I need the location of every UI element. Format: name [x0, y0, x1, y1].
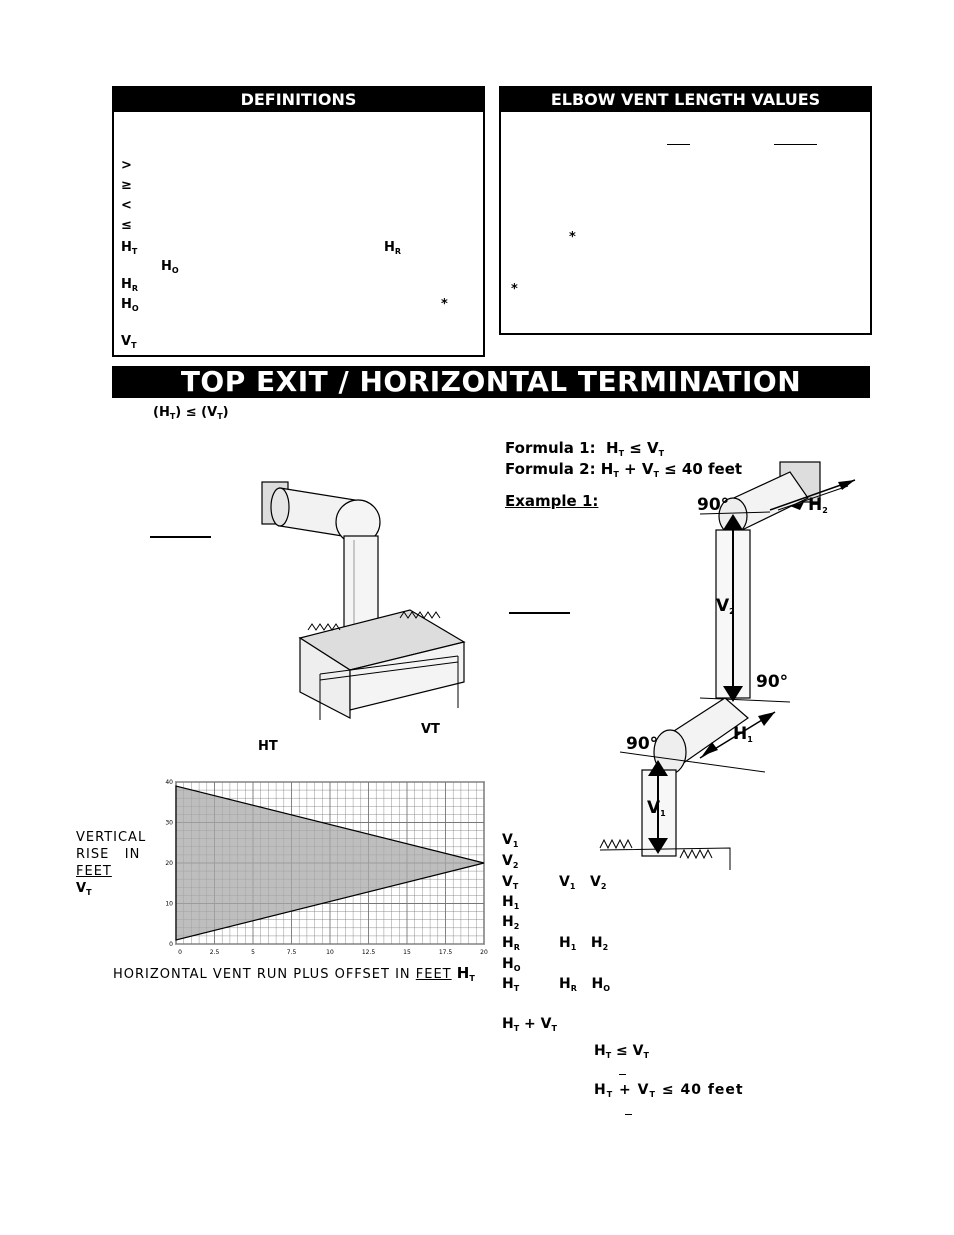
def-hr: $H_R$ [121, 277, 139, 293]
x-tick-label: 7.5 [286, 949, 297, 956]
def-star: * [441, 297, 448, 312]
y-tick-label: 20 [165, 860, 173, 867]
def-ho: $H_O$ [121, 297, 139, 313]
ylabel-line-3: FEET [76, 864, 112, 879]
formula-1: Formula 1: $H_T \le V_T$ [505, 439, 665, 458]
calc-mark-2 [625, 1114, 632, 1115]
x-tick-label: 12.5 [361, 949, 376, 956]
calc-line-1: $H_T \le V_T$ [594, 1043, 649, 1060]
less-than-symbol: < [121, 198, 132, 213]
vent-chart [148, 776, 490, 958]
legend-v1: $V_1$ [502, 832, 519, 849]
angle-top-label: 90° [697, 495, 730, 515]
section-banner: TOP EXIT / HORIZONTAL TERMINATION [112, 366, 870, 398]
ylabel-line-2: RISE IN [76, 847, 141, 862]
greater-equal-symbol: ≥ [121, 178, 132, 193]
x-tick-label: 10 [326, 949, 334, 956]
x-tick-label: 0 [178, 949, 182, 956]
definitions-box [112, 86, 485, 357]
right-rule [509, 612, 570, 614]
example-label: Example 1: [505, 492, 599, 510]
ylabel-sym: $V_T$ [76, 881, 92, 897]
left-ht-label: HT [258, 739, 278, 754]
left-rule [150, 536, 211, 538]
definitions-title: DEFINITIONS [114, 88, 483, 112]
h2-label: $H_2$ [808, 495, 828, 515]
elbow-title: ELBOW VENT LENGTH VALUES [501, 88, 870, 112]
legend-vt: $V_T$ [502, 874, 519, 891]
x-tick-label: 15 [403, 949, 411, 956]
y-tick-label: 0 [169, 941, 173, 948]
legend-ho: $H_O$ [502, 956, 521, 973]
elbow-star-1: * [569, 230, 576, 245]
legend-v2: $V_2$ [502, 853, 519, 870]
formula-2: Formula 2: $H_T + V_T \le 40$ feet [505, 460, 743, 479]
legend-vt-terms: $V_1$ $V_2$ [559, 874, 607, 891]
angle-low-label: 90° [626, 734, 659, 754]
x-tick-label: 17.5 [438, 949, 453, 956]
graph-xlabel: HORIZONTAL VENT RUN PLUS OFFSET IN FEET $H_T$ [113, 964, 475, 983]
elbow-rule-2 [774, 144, 817, 145]
legend-h1: $H_1$ [502, 894, 520, 911]
y-tick-label: 40 [165, 779, 173, 786]
angle-mid-label: 90° [756, 672, 789, 692]
elbow-box [499, 86, 872, 335]
elbow-star-2: * [511, 282, 518, 297]
y-tick-label: 10 [165, 900, 173, 908]
graph-ylabel [76, 829, 146, 901]
left-vt-label: VT [421, 722, 440, 737]
vent-diagram [590, 450, 890, 880]
legend-hr-terms: $H_1$ $H_2$ [559, 935, 609, 952]
def-hr-inline: $H_R$ [384, 240, 402, 256]
greater-than-symbol: > [121, 158, 132, 173]
def-ho-inline: $H_O$ [161, 259, 179, 275]
legend-ht: $H_T$ [502, 976, 520, 993]
x-tick-label: 5 [251, 949, 255, 956]
rule-line: $(H_T) \le (V_T)$ [153, 405, 229, 421]
def-vt: $V_T$ [121, 334, 137, 350]
appliance-illustration [240, 460, 470, 720]
less-equal-symbol: ≤ [121, 218, 132, 233]
v1-label: $V_1$ [647, 798, 666, 818]
ylabel-line-1: VERTICAL [76, 830, 147, 845]
calc-line-2: $H_T + V_T \le 40$ feet [594, 1082, 744, 1099]
sum-label: $H_T + V_T$ [502, 1016, 557, 1033]
x-tick-label: 20 [480, 949, 488, 956]
v2-label: $V_2$ [716, 596, 735, 616]
x-tick-label: 2.5 [209, 949, 220, 956]
legend-ht-terms: $H_R$ $H_O$ [559, 976, 611, 993]
y-tick-label: 30 [165, 819, 173, 827]
h1-label: $H_1$ [733, 724, 753, 744]
calc-mark-1 [619, 1074, 626, 1075]
def-ht: $H_T$ [121, 240, 138, 256]
legend-h2: $H_2$ [502, 914, 520, 931]
elbow-rule-1 [667, 144, 690, 145]
legend-hr: $H_R$ [502, 935, 520, 952]
